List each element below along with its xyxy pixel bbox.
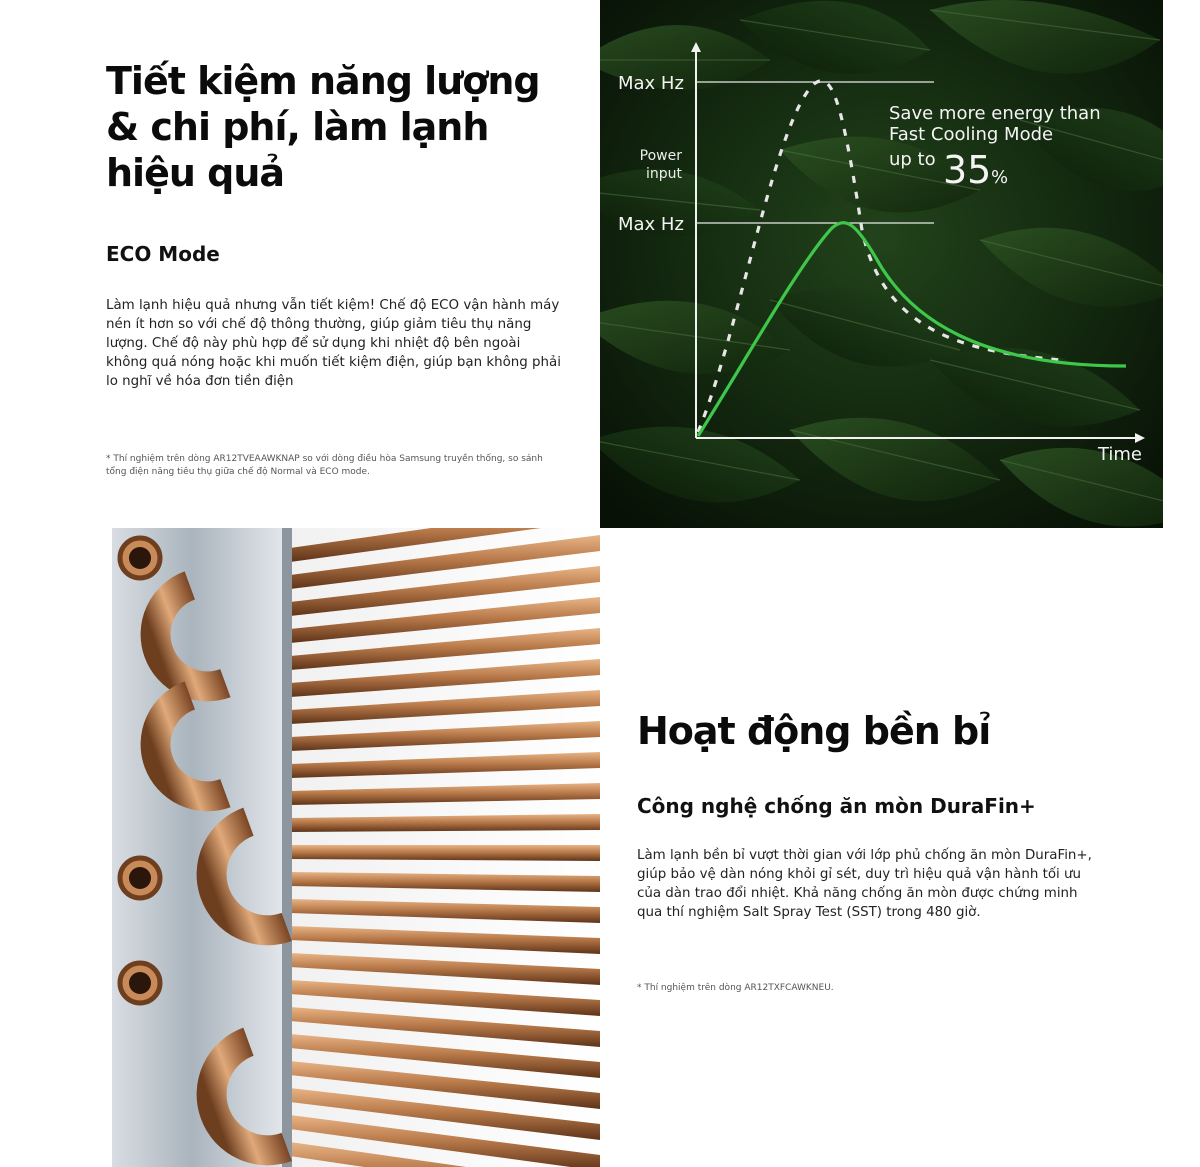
durafin-footnote: * Thí nghiệm trên dòng AR12TXFCAWKNEU. — [637, 983, 834, 993]
eco-subtitle: ECO Mode — [106, 242, 220, 266]
durafin-title: Hoạt động bền bỉ — [637, 709, 991, 753]
power-label-line1: Power — [639, 148, 682, 164]
copper-tube — [290, 845, 600, 861]
callout-line1: Save more energy than — [889, 103, 1101, 124]
durafin-description: Làm lạnh bền bỉ vượt thời gian với lớp phủ chống ăn mòn DuraFin+, giúp bảo vệ dàn nóng khỏi gỉ sét, duy trì hiệu quả vận hành tối ưu của dàn trao đổi nhiệt. Khả năng chống ăn mòn được chứng minh qua thí nghiệm Salt Spray Test (SST) trong 480 giờ. — [637, 848, 1092, 920]
eco-chart-image — [600, 0, 1163, 528]
time-label: Time — [1097, 444, 1142, 465]
power-label-line2: input — [645, 166, 682, 182]
eco-description: Làm lạnh hiệu quả nhưng vẫn tiết kiệm! Chế độ ECO vận hành máy nén ít hơn so với chế độ thông thường, giúp giảm tiêu thụ năng lượng. Chế độ này phù hợp để sử dụng khi nhiệt độ bên ngoài không quá nóng hoặc khi muốn tiết kiệm điện, giúp bạn không phải lo nghĩ về hóa đơn tiền điện — [106, 298, 561, 389]
eco-energy-chart — [600, 0, 1163, 528]
tube-hole — [129, 547, 151, 569]
durafin-subtitle: Công nghệ chống ăn mòn DuraFin+ — [637, 794, 1036, 818]
callout-line2: Fast Cooling Mode — [889, 124, 1054, 145]
callout-unit: % — [991, 167, 1009, 188]
max-hz-top-label: Max Hz — [618, 73, 684, 94]
callout-upto: up to — [889, 149, 936, 170]
eco-footnote: * Thí nghiệm trên dòng AR12TVEAAWKNAP so với dòng điều hòa Samsung truyền thống, so sánh tổng điện năng tiêu thụ giữa chế độ Normal và ECO mode. — [106, 454, 543, 477]
tube-hole — [129, 972, 151, 994]
eco-title: Tiết kiệm năng lượng & chi phí, làm lạnh hiệu quả — [106, 59, 540, 195]
copper-coil-illustration — [0, 528, 600, 1167]
durafin-section — [637, 706, 1097, 995]
tube-hole — [129, 867, 151, 889]
durafin-coil-image — [0, 528, 600, 1167]
max-hz-mid-label: Max Hz — [618, 214, 684, 235]
callout-value: 35 — [943, 148, 992, 192]
eco-section — [106, 58, 566, 479]
